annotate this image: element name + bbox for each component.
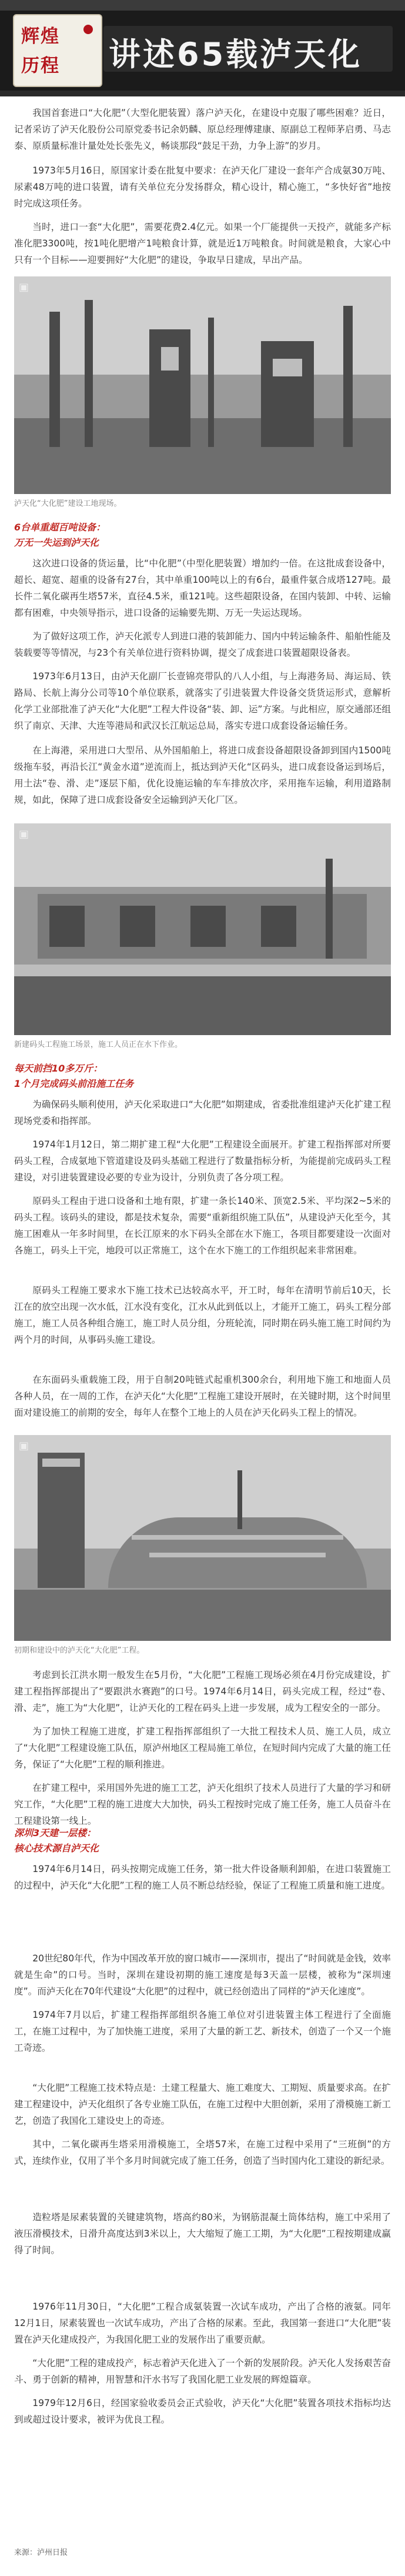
paragraph: 我国首套进口“大化肥”（大型化肥装置）落户泸天化，在建设中克服了哪些困难？近日，记者采访了泸天化股份公司原党委书记余奶麟、原总经理傅建康、原副总工程师茅启勇、马志泰、原质量标准计量处处长张先义，畅谈那段“鼓足干劲，力争上游”的岁月。 — [14, 108, 391, 151]
paragraph: 为确保码头顺利使用，泸天化采取进口“大化肥”如期建成，省委批准组建泸天化扩建工程现场党委和指挥部。 — [14, 1099, 391, 1126]
banner-top-stripe — [0, 0, 405, 11]
photo-dock-works — [14, 823, 391, 1035]
paragraph: 在扩建工程中，采用国外先进的施工工艺，泸天化组织了技术人员进行了大量的学习和研究工作，“大化肥”工程的施工进度大大加快，码头工程按时完成了施工任务，施工人员奋斗在工程建设第一线上。 — [14, 1783, 391, 1826]
banner-bottom-stripe — [0, 91, 405, 96]
section-subheading: 6台单重超百吨设备： — [14, 522, 106, 533]
page-title: 讲述65载泸天化 — [109, 36, 363, 73]
paragraph: 原码头工程由于进口设备和土地有限，扩建一条长140米、顶宽2.5米、平均深2~5米的码头工程。该码头的建设，都是技术复杂，需要“重新组织施工队伍”，从建设泸天化至今，其施工困难从一年多时间里，在长江原来的水下码头全部在水下施工，各项目都要建设一次面对各施工，码头上干完，地段可以正常施工，这个在水下施工的工作组织起来非常困难。 — [14, 1196, 391, 1256]
paragraph: 为了做好这项工作，泸天化派专人到进口港的装卸能力、国内中转运输条件、船舶性能及装载要等等情况，与23个有关单位进行资料协调，提交了成套进口装置超限设备表。 — [14, 631, 391, 658]
paragraph: 在上海港，采用进口大型吊、从外国船舶上，将进口成套设备超限设备卸到国内1500吨级拖车驳，再沿长江“黄金水道”逆流而上，抵达到泸天化“区码头，进口成套设备运到场后，用土法“卷、滑、走”逐层下船，优化设施运输的车车排放次序，采用拖车运输，利用道路制规，如此，保障了进口成套设备安全运输到泸天化厂区。 — [14, 745, 391, 805]
photo-icon: ▣ — [19, 1440, 29, 1452]
paragraph: 原码头工程施工要求水下施工技术已达较高水平，开工时，每年在清明节前后10天，长江在的放空出现一次水低，江水没有变化，江水从此到低以上，才能开工施工，码头工程分部施工，施工人员各种组合施工，施工时人员分组，分班轮流，同时期在码头施工施工时间约为两个月的时间，从事码头施工建设。 — [14, 1285, 391, 1345]
section-subheading: 每天前挡10多万斤： — [14, 1063, 103, 1074]
paragraph: 这次进口设备的货运量，比“中化肥”（中型化肥装置）增加约一倍。在这批成套设备中，超长、超宽、超重的设备有27台，其中单重100吨以上的有6台，最重件氨合成塔127吨。最长件二氧化碳再生塔57米，直径4.5米，重121吨。这些超限设备，在国内装卸、中转、运输都有困难，中央领导指示，进口设备的运输要先期、万无一失运达现场。 — [14, 558, 391, 618]
paragraph: 1979年12月6日，经国家验收委员会正式验收，泸天化“大化肥”装置各项技术指标均达到或超过设计要求，被评为优良工程。 — [14, 2398, 391, 2425]
section-subheading: 核心技术源自泸天化 — [14, 1843, 99, 1854]
paragraph: 1976年11月30日，“大化肥”工程合成氨装置一次试车成功，产出了合格的液氨。同年12月1日，尿素装置也一次试车成功，产出了合格的尿素。至此，我国第一套进口“大化肥”装置在泸天化建成投产，为我国化肥工业的发展作出了重要贡献。 — [14, 2301, 391, 2345]
seal-line-2: 历程 — [21, 55, 60, 76]
paragraph: 1973年6月13日，由泸天化副厂长壹锦亮带队的八人小组，与上海港务局、海运局、铁路局、长航上海分公司等10个单位联系，就落实了引进装置大件设备交货货运形式，意解析化学工业部批准了泸天化“大化肥”工程大件设备“装、卸、运”方案。与此相应，原交通部还组织了南京、天津、大连等港局和武汉长江航运总局，落实专进口成套设备运输任务。 — [14, 671, 391, 731]
section-subheading: 万无一失运到泸天化 — [14, 537, 99, 548]
photo-icon: ▣ — [19, 281, 29, 293]
paragraph: 在东面码头重载施工段，用于自制20吨链式起重机300余台，利用地下施工和地面人员各种人员，在一周的工作，在泸天化“大化肥”工程施工建设开展时，在关键时期，这个时间里面对建设施工的前期的安全，每年人在整个工地上的人员在泸天化码头工程上的情况。 — [14, 1374, 391, 1418]
paragraph: 其中，二氧化碳再生塔采用滑模施工，全塔57米，在施工过程中采用了“三班倒”的方式，连续作业，仅用了半个多月时间就完成了施工任务，创造了当时国内化工建设的新纪录。 — [14, 2139, 391, 2166]
seal-line-1: 辉煌 — [21, 26, 60, 47]
paragraph: 1973年5月16日，原国家计委在批复中要求：在泸天化厂建设一套年产合成氨30万吨、尿素48万吨的进口装置，请有关单位充分发扬群众，精心设计，精心施工，“多快好省”地按时完成这项任务。 — [14, 165, 391, 209]
article-source: 来源：泸州日报 — [14, 2548, 68, 2557]
photo-icon: ▣ — [19, 828, 29, 840]
paragraph: “大化肥”工程的建成投产，标志着泸天化进入了一个新的发展阶段。泸天化人发扬艰苦奋斗、勇于创新的精神，用智慧和汗水书写了我国化肥工业发展的辉煌篇章。 — [14, 2358, 391, 2385]
header-banner — [0, 0, 405, 96]
photo-caption: 初期和建设中的泸天化“大化肥”工程。 — [14, 1646, 145, 1655]
seal-logo — [13, 14, 102, 87]
photo-construction-site — [14, 276, 391, 494]
paragraph: 1974年7月以后，扩建工程指挥部组织各施工单位对引进装置主体工程进行了全面施工，在施工过程中，为了加快施工进度，采用了大量的新工艺、新技术，创造了一个又一个施工奇迹。 — [14, 2010, 391, 2053]
paragraph: 1974年6月14日，码头按期完成施工任务，第一批大件设备顺利卸船，在进口装置施工的过程中，泸天化“大化肥”工程的施工人员不断总结经验，保证了工程施工质量和施工进度。 — [14, 1864, 391, 1891]
paragraph: “大化肥”工程施工技术特点是：土建工程量大、施工难度大、工期短、质量要求高。在扩建工程建设中，泸天化组织了各专业施工队伍，在施工过程中大胆创新，采用了滑模施工新工艺，创造了我国化工建设史上的奇迹。 — [14, 2083, 391, 2126]
photo-caption: 泸天化“大化肥”建设工地现场。 — [14, 499, 122, 508]
paragraph: 1974年1月12日，第二期扩建工程“大化肥”工程建设全面展开。扩建工程指挥部对所要码头工程，合成氨地下管道建设及码头基础工程进行了数量指标分析，为能提前完成码头工程建设，对引进装置建设必要的专业为设计，分别负责了各分项工程。 — [14, 1139, 391, 1183]
paragraph: 当时，进口一套“大化肥”，需要花费2.4亿元。如果一个厂能提供一天投产，就能多产标准化肥3300吨，按1吨化肥增产1吨粮食计算，就是近1万吨粮食。时间就是粮食，大家心中只有一个目标——迎要拥好“大化肥”的建设，争取早日建成，早出产品。 — [14, 222, 391, 265]
section-subheading: 1个月完成码头前沿施工任务 — [14, 1078, 134, 1089]
seal-dot-icon — [83, 25, 93, 34]
photo-caption: 新建码头工程施工场景，施工人员正在水下作业。 — [14, 1040, 183, 1049]
section-subheading: 深圳3天建一层楼： — [14, 1827, 96, 1838]
paragraph: 20世纪80年代，作为中国改革开放的窗口城市——深圳市，提出了“时间就是金钱，效率就是生命”的口号。当时，深圳在建设初期的施工速度是每3天盖一层楼，被称为“深圳速度”。而泸天化在70年代建设“大化肥”的过程中，就已经创造出了同样的“泸天化速度”。 — [14, 1953, 391, 1997]
photo-prilling-tower — [14, 1435, 391, 1641]
paragraph: 造粒塔是尿素装置的关键建筑物，塔高约80米，为钢筋混凝土筒体结构，施工中采用了液压滑模技术，日滑升高度达到3米以上，大大缩短了施工工期，为“大化肥”工程按期建成赢得了时间。 — [14, 2212, 391, 2255]
paragraph: 考虑到长江洪水期一般发生在5月份，“大化肥”工程施工现场必须在4月份完成建设，扩建工程指挥部提出了“要跟洪水赛跑”的口号。1974年6月14日，码头完成工程，经过“卷、滑、走”，施工为“大化肥”，让泸天化的工程在码头上进一步发展，成为工程安全的一部分。 — [14, 1670, 391, 1713]
paragraph: 为了加快工程施工进度，扩建工程指挥部组织了一大批工程技术人员、施工人员，成立了“大化肥”工程建设施工队伍，原泸州地区工程局施工单位，在短时间内完成了大量的施工任务，保证了“大化肥”工程的顺利推进。 — [14, 1726, 391, 1770]
